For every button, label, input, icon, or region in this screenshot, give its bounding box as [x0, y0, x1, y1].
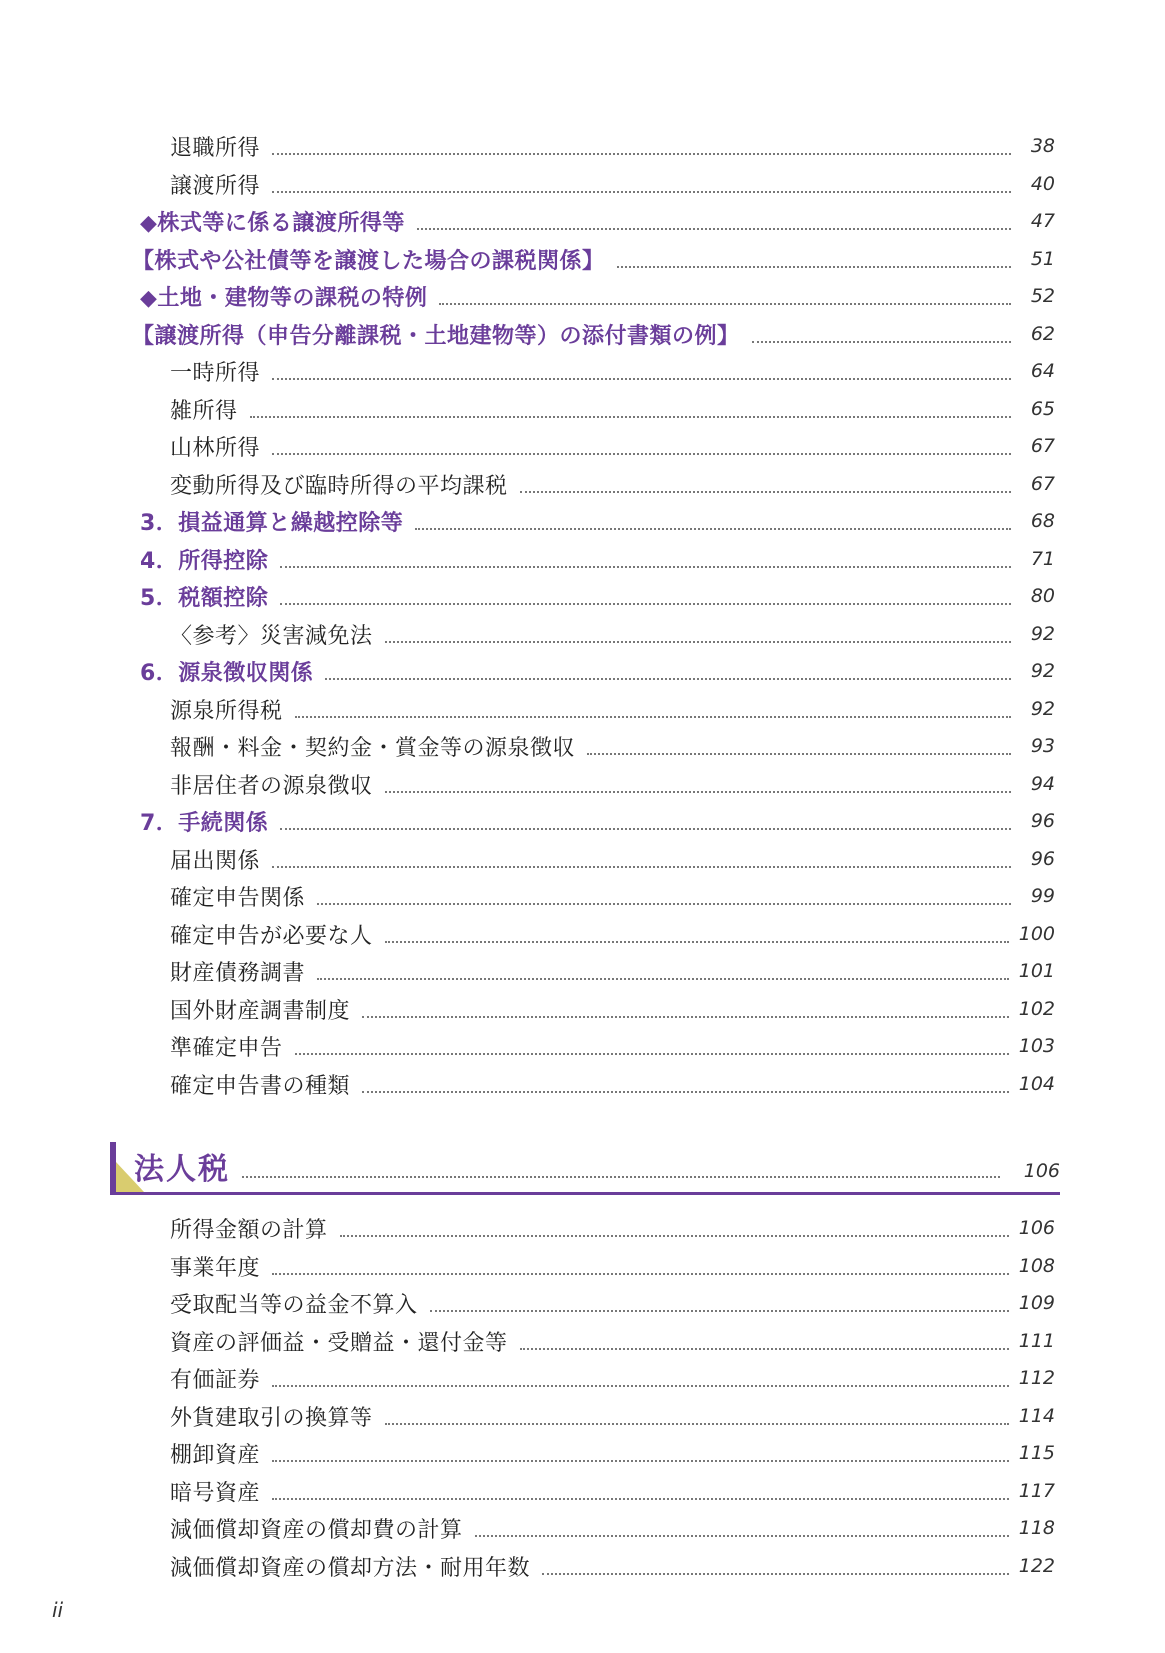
toc-leader-dots: [272, 1273, 1009, 1275]
toc-entry-page-number: 94: [1030, 773, 1055, 795]
toc-entry-page-number: 96: [1030, 848, 1055, 870]
footer-page-number: ii: [52, 1598, 64, 1622]
toc-entry[interactable]: [170, 878, 1055, 914]
toc-entry-label: 6．源泉徴収関係: [140, 660, 314, 686]
toc-leader-dots: [362, 1091, 1009, 1093]
toc-entry[interactable]: [140, 541, 1055, 577]
toc-leader-dots: [752, 341, 1011, 343]
toc-entry-label: 所得金額の計算: [170, 1217, 328, 1243]
toc-entry-page-number: 117: [1018, 1480, 1055, 1502]
toc-entry-page-number: 51: [1030, 248, 1055, 270]
toc-entry-label: 変動所得及び臨時所得の平均課税: [170, 473, 508, 499]
toc-entry[interactable]: [170, 841, 1055, 877]
toc-entry[interactable]: [170, 166, 1055, 202]
toc-entry[interactable]: [170, 916, 1055, 952]
section-leader-dots: [242, 1176, 1000, 1178]
toc-entry-label: 財産債務調書: [170, 960, 306, 986]
toc-entry-page-number: 115: [1018, 1442, 1055, 1464]
toc-entry-page-number: 108: [1018, 1255, 1055, 1277]
toc-entry-page-number: 65: [1030, 398, 1055, 420]
toc-entry-page-number: 93: [1030, 735, 1055, 757]
toc-entry[interactable]: [140, 203, 1055, 239]
toc-entry[interactable]: [170, 1248, 1055, 1284]
toc-entry-label: 準確定申告: [170, 1035, 283, 1061]
toc-entry-page-number: 40: [1030, 173, 1055, 195]
toc-entry[interactable]: [170, 1435, 1055, 1471]
toc-entry[interactable]: [170, 1028, 1055, 1064]
toc-entry-page-number: 100: [1018, 923, 1055, 945]
toc-entry[interactable]: [170, 1548, 1055, 1584]
toc-entry-label: 非居住者の源泉徴収: [170, 773, 373, 799]
toc-entry-page-number: 103: [1018, 1035, 1055, 1057]
toc-entry[interactable]: [170, 128, 1055, 164]
toc-entry-page-number: 80: [1030, 585, 1055, 607]
toc-entry[interactable]: [140, 803, 1055, 839]
toc-leader-dots: [417, 228, 1011, 230]
toc-entry-label: 一時所得: [170, 360, 261, 386]
toc-entry[interactable]: [170, 728, 1055, 764]
toc-leader-dots: [280, 603, 1011, 605]
section-title: 法人税: [134, 1152, 230, 1187]
toc-leader-dots: [272, 1460, 1009, 1462]
toc-entry-page-number: 47: [1030, 210, 1055, 232]
toc-leader-dots: [317, 903, 1011, 905]
toc-leader-dots: [385, 791, 1011, 793]
toc-leader-dots: [272, 153, 1011, 155]
toc-leader-dots: [272, 1498, 1009, 1500]
toc-leader-dots: [587, 753, 1011, 755]
toc-entry-label: 有価証券: [170, 1367, 261, 1393]
toc-entry-label: 事業年度: [170, 1255, 261, 1281]
toc-entry-page-number: 67: [1030, 473, 1055, 495]
toc-entry-page-number: 71: [1030, 548, 1055, 570]
toc-entry-label: 7．手続関係: [140, 810, 269, 836]
toc-entry-label: 減価償却資産の償却方法・耐用年数: [170, 1555, 531, 1581]
toc-entry[interactable]: [170, 991, 1055, 1027]
toc-entry[interactable]: [170, 1360, 1055, 1396]
toc-leader-dots: [520, 491, 1011, 493]
toc-entry-page-number: 118: [1018, 1517, 1055, 1539]
section-header-corporate-tax[interactable]: [110, 1142, 1060, 1194]
toc-entry-label: 受取配当等の益金不算入: [170, 1292, 418, 1318]
toc-entry[interactable]: [170, 1210, 1055, 1246]
toc-leader-dots: [250, 416, 1011, 418]
toc-entry[interactable]: [170, 466, 1055, 502]
toc-entry-label: 5．税額控除: [140, 585, 269, 611]
toc-leader-dots: [280, 828, 1011, 830]
toc-entry-label: 報酬・料金・契約金・賞金等の源泉徴収: [170, 735, 576, 761]
toc-leader-dots: [362, 1016, 1009, 1018]
toc-leader-dots: [272, 191, 1011, 193]
toc-entry-page-number: 111: [1018, 1330, 1055, 1352]
toc-leader-dots: [325, 678, 1011, 680]
toc-leader-dots: [280, 566, 1011, 568]
toc-entry[interactable]: [132, 241, 1055, 277]
toc-entry-page-number: 92: [1030, 623, 1055, 645]
toc-entry-page-number: 109: [1018, 1292, 1055, 1314]
toc-entry-page-number: 122: [1018, 1555, 1055, 1577]
toc-leader-dots: [542, 1573, 1009, 1575]
toc-leader-dots: [317, 978, 1009, 980]
toc-entry-label: 棚卸資産: [170, 1442, 261, 1468]
toc-entry-page-number: 101: [1018, 960, 1055, 982]
toc-entry-page-number: 112: [1018, 1367, 1055, 1389]
toc-leader-dots: [385, 941, 1009, 943]
toc-entry-page-number: 92: [1030, 698, 1055, 720]
toc-entry[interactable]: [170, 1066, 1055, 1102]
toc-entry-label: 〈参考〉災害減免法: [170, 623, 373, 649]
toc-entry-label: 4．所得控除: [140, 548, 269, 574]
toc-entry-label: 減価償却資産の償却費の計算: [170, 1517, 463, 1543]
toc-entry[interactable]: [132, 316, 1055, 352]
toc-entry-label: 国外財産調書制度: [170, 998, 351, 1024]
toc-entry[interactable]: [140, 278, 1055, 314]
toc-entry-page-number: 102: [1018, 998, 1055, 1020]
toc-entry-label: 3．損益通算と繰越控除等: [140, 510, 404, 536]
toc-entry-page-number: 68: [1030, 510, 1055, 532]
toc-leader-dots: [272, 378, 1011, 380]
toc-entry-label: ◆土地・建物等の課税の特例: [140, 285, 428, 311]
toc-leader-dots: [272, 866, 1011, 868]
toc-leader-dots: [295, 1053, 1009, 1055]
toc-entry[interactable]: [170, 953, 1055, 989]
toc-entry-label: 確定申告が必要な人: [170, 923, 373, 949]
toc-leader-dots: [475, 1535, 1009, 1537]
toc-entry-label: 源泉所得税: [170, 698, 283, 724]
toc-entry-page-number: 64: [1030, 360, 1055, 382]
toc-entry-label: 確定申告関係: [170, 885, 306, 911]
toc-entry-page-number: 99: [1030, 885, 1055, 907]
toc-leader-dots: [340, 1235, 1009, 1237]
toc-entry[interactable]: [140, 653, 1055, 689]
toc-entry-page-number: 62: [1030, 323, 1055, 345]
section-page-number: 106: [1023, 1160, 1060, 1182]
toc-entry[interactable]: [170, 691, 1055, 727]
toc-entry-label: 外貨建取引の換算等: [170, 1405, 373, 1431]
toc-leader-dots: [295, 716, 1011, 718]
toc-entry[interactable]: [170, 353, 1055, 389]
toc-entry-label: ◆株式等に係る譲渡所得等: [140, 210, 405, 236]
toc-entry[interactable]: [170, 1323, 1055, 1359]
toc-entry[interactable]: [140, 578, 1055, 614]
toc-entry[interactable]: [170, 766, 1055, 802]
toc-leader-dots: [272, 453, 1011, 455]
toc-entry[interactable]: [170, 1398, 1055, 1434]
toc-leader-dots: [520, 1348, 1009, 1350]
toc-entry-page-number: 92: [1030, 660, 1055, 682]
toc-entry[interactable]: [170, 428, 1055, 464]
toc-entry-label: 確定申告書の種類: [170, 1073, 351, 1099]
toc-entry-label: 暗号資産: [170, 1480, 261, 1506]
toc-entry-page-number: 67: [1030, 435, 1055, 457]
toc-entry[interactable]: [170, 616, 1055, 652]
toc-entry-page-number: 96: [1030, 810, 1055, 832]
toc-leader-dots: [385, 1423, 1009, 1425]
toc-leader-dots: [385, 641, 1011, 643]
toc-entry-label: 【譲渡所得（申告分離課税・土地建物等）の添付書類の例】: [132, 323, 740, 349]
toc-entry[interactable]: [170, 391, 1055, 427]
toc-entry-label: 【株式や公社債等を譲渡した場合の課税関係】: [132, 248, 605, 274]
toc-entry-page-number: 38: [1030, 135, 1055, 157]
toc-entry-label: 雑所得: [170, 398, 238, 424]
toc-entry[interactable]: [170, 1510, 1055, 1546]
toc-entry-label: 譲渡所得: [170, 173, 261, 199]
toc-entry-page-number: 104: [1018, 1073, 1055, 1095]
toc-entry-label: 届出関係: [170, 848, 261, 874]
toc-leader-dots: [272, 1385, 1009, 1387]
toc-entry-label: 山林所得: [170, 435, 261, 461]
toc-leader-dots: [415, 528, 1011, 530]
toc-entry-label: 資産の評価益・受贈益・還付金等: [170, 1330, 508, 1356]
toc-leader-dots: [617, 266, 1011, 268]
toc-entry[interactable]: [140, 503, 1055, 539]
section-underline: [110, 1192, 1060, 1195]
toc-entry-page-number: 106: [1018, 1217, 1055, 1239]
toc-leader-dots: [430, 1310, 1009, 1312]
toc-entry-page-number: 52: [1030, 285, 1055, 307]
toc-entry-page-number: 114: [1018, 1405, 1055, 1427]
toc-leader-dots: [439, 303, 1011, 305]
toc-entry[interactable]: [170, 1285, 1055, 1321]
toc-entry-label: 退職所得: [170, 135, 261, 161]
toc-entry[interactable]: [170, 1473, 1055, 1509]
